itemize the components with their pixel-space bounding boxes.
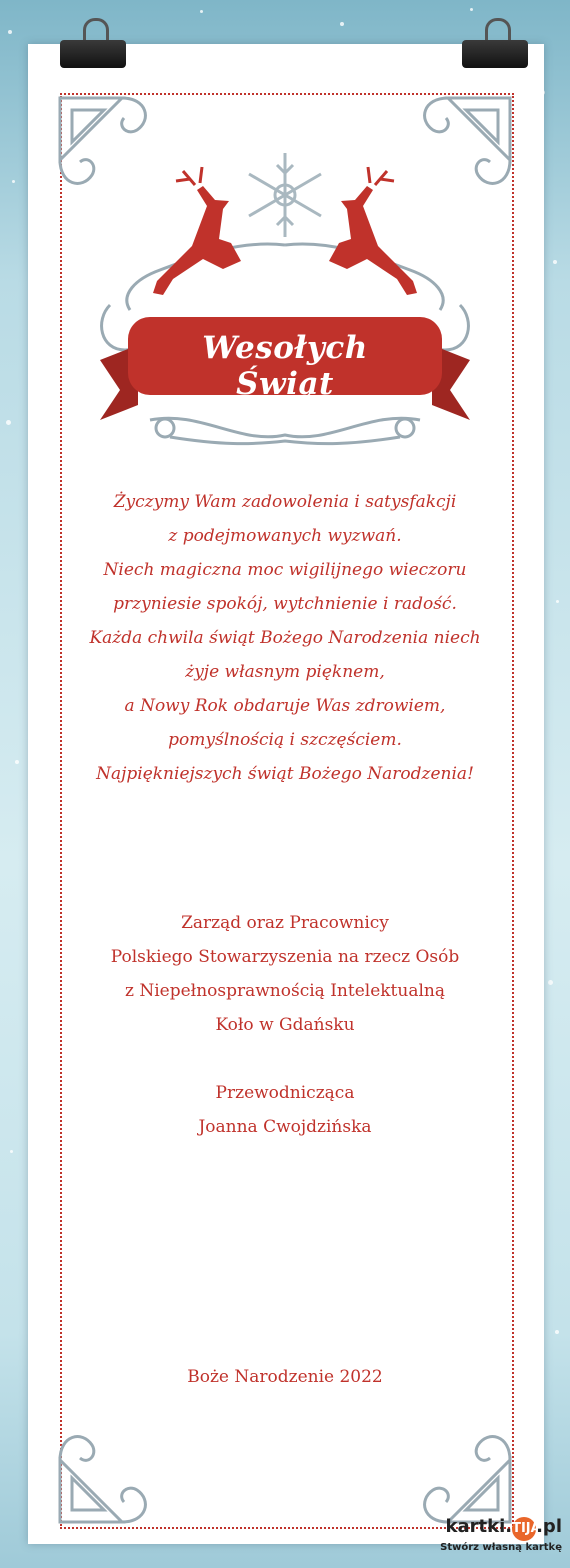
greeting-line: Najpiękniejszych świąt Bożego Narodzenia!	[96, 764, 474, 784]
logo-tagline: Stwórz własną kartkę	[440, 1542, 562, 1553]
reindeer-icon	[153, 167, 241, 295]
greeting-line: Życzymy Wam zadowolenia i satysfakcji	[113, 492, 457, 512]
chair-title: Przewodnicząca	[215, 1083, 355, 1103]
site-logo[interactable]	[440, 1512, 562, 1560]
binder-clip-icon	[60, 18, 126, 68]
reindeer-icon	[329, 167, 417, 295]
greeting-line: a Nowy Rok obdaruje Was zdrowiem,	[124, 696, 446, 716]
corner-ornament-icon	[52, 1420, 162, 1530]
snowflake-icon	[249, 153, 321, 237]
banner-title: Wesołych Świąt	[202, 330, 368, 402]
greeting-line: przyniesie spokój, wytchnienie i radość.	[113, 594, 457, 614]
chair-name: Joanna Cwojdzińska	[198, 1117, 372, 1137]
logo-brand: kartki.TIJA.pl	[446, 1516, 562, 1541]
greeting-line: żyje własnym pięknem,	[185, 662, 385, 682]
card-date: Boże Narodzenie 2022	[187, 1367, 383, 1387]
greeting-text	[70, 485, 500, 791]
greeting-line: Każda chwila świąt Bożego Narodzenia niech	[89, 628, 481, 648]
signature-line: Zarząd oraz Pracownicy	[181, 913, 389, 933]
signature-line: z Niepełnosprawnością Intelektualną	[125, 981, 445, 1001]
greeting-line: Niech magiczna moc wigilijnego wieczoru	[103, 560, 467, 580]
binder-clip-icon	[462, 18, 528, 68]
signature-line: Polskiego Stowarzyszenia na rzecz Osób	[110, 947, 460, 967]
header-illustration	[80, 145, 490, 465]
greeting-line: pomyślnością i szczęściem.	[168, 730, 402, 750]
signature-block	[70, 906, 500, 1144]
signature-line: Koło w Gdańsku	[215, 1015, 355, 1035]
greeting-line: z podejmowanych wyzwań.	[168, 526, 402, 546]
